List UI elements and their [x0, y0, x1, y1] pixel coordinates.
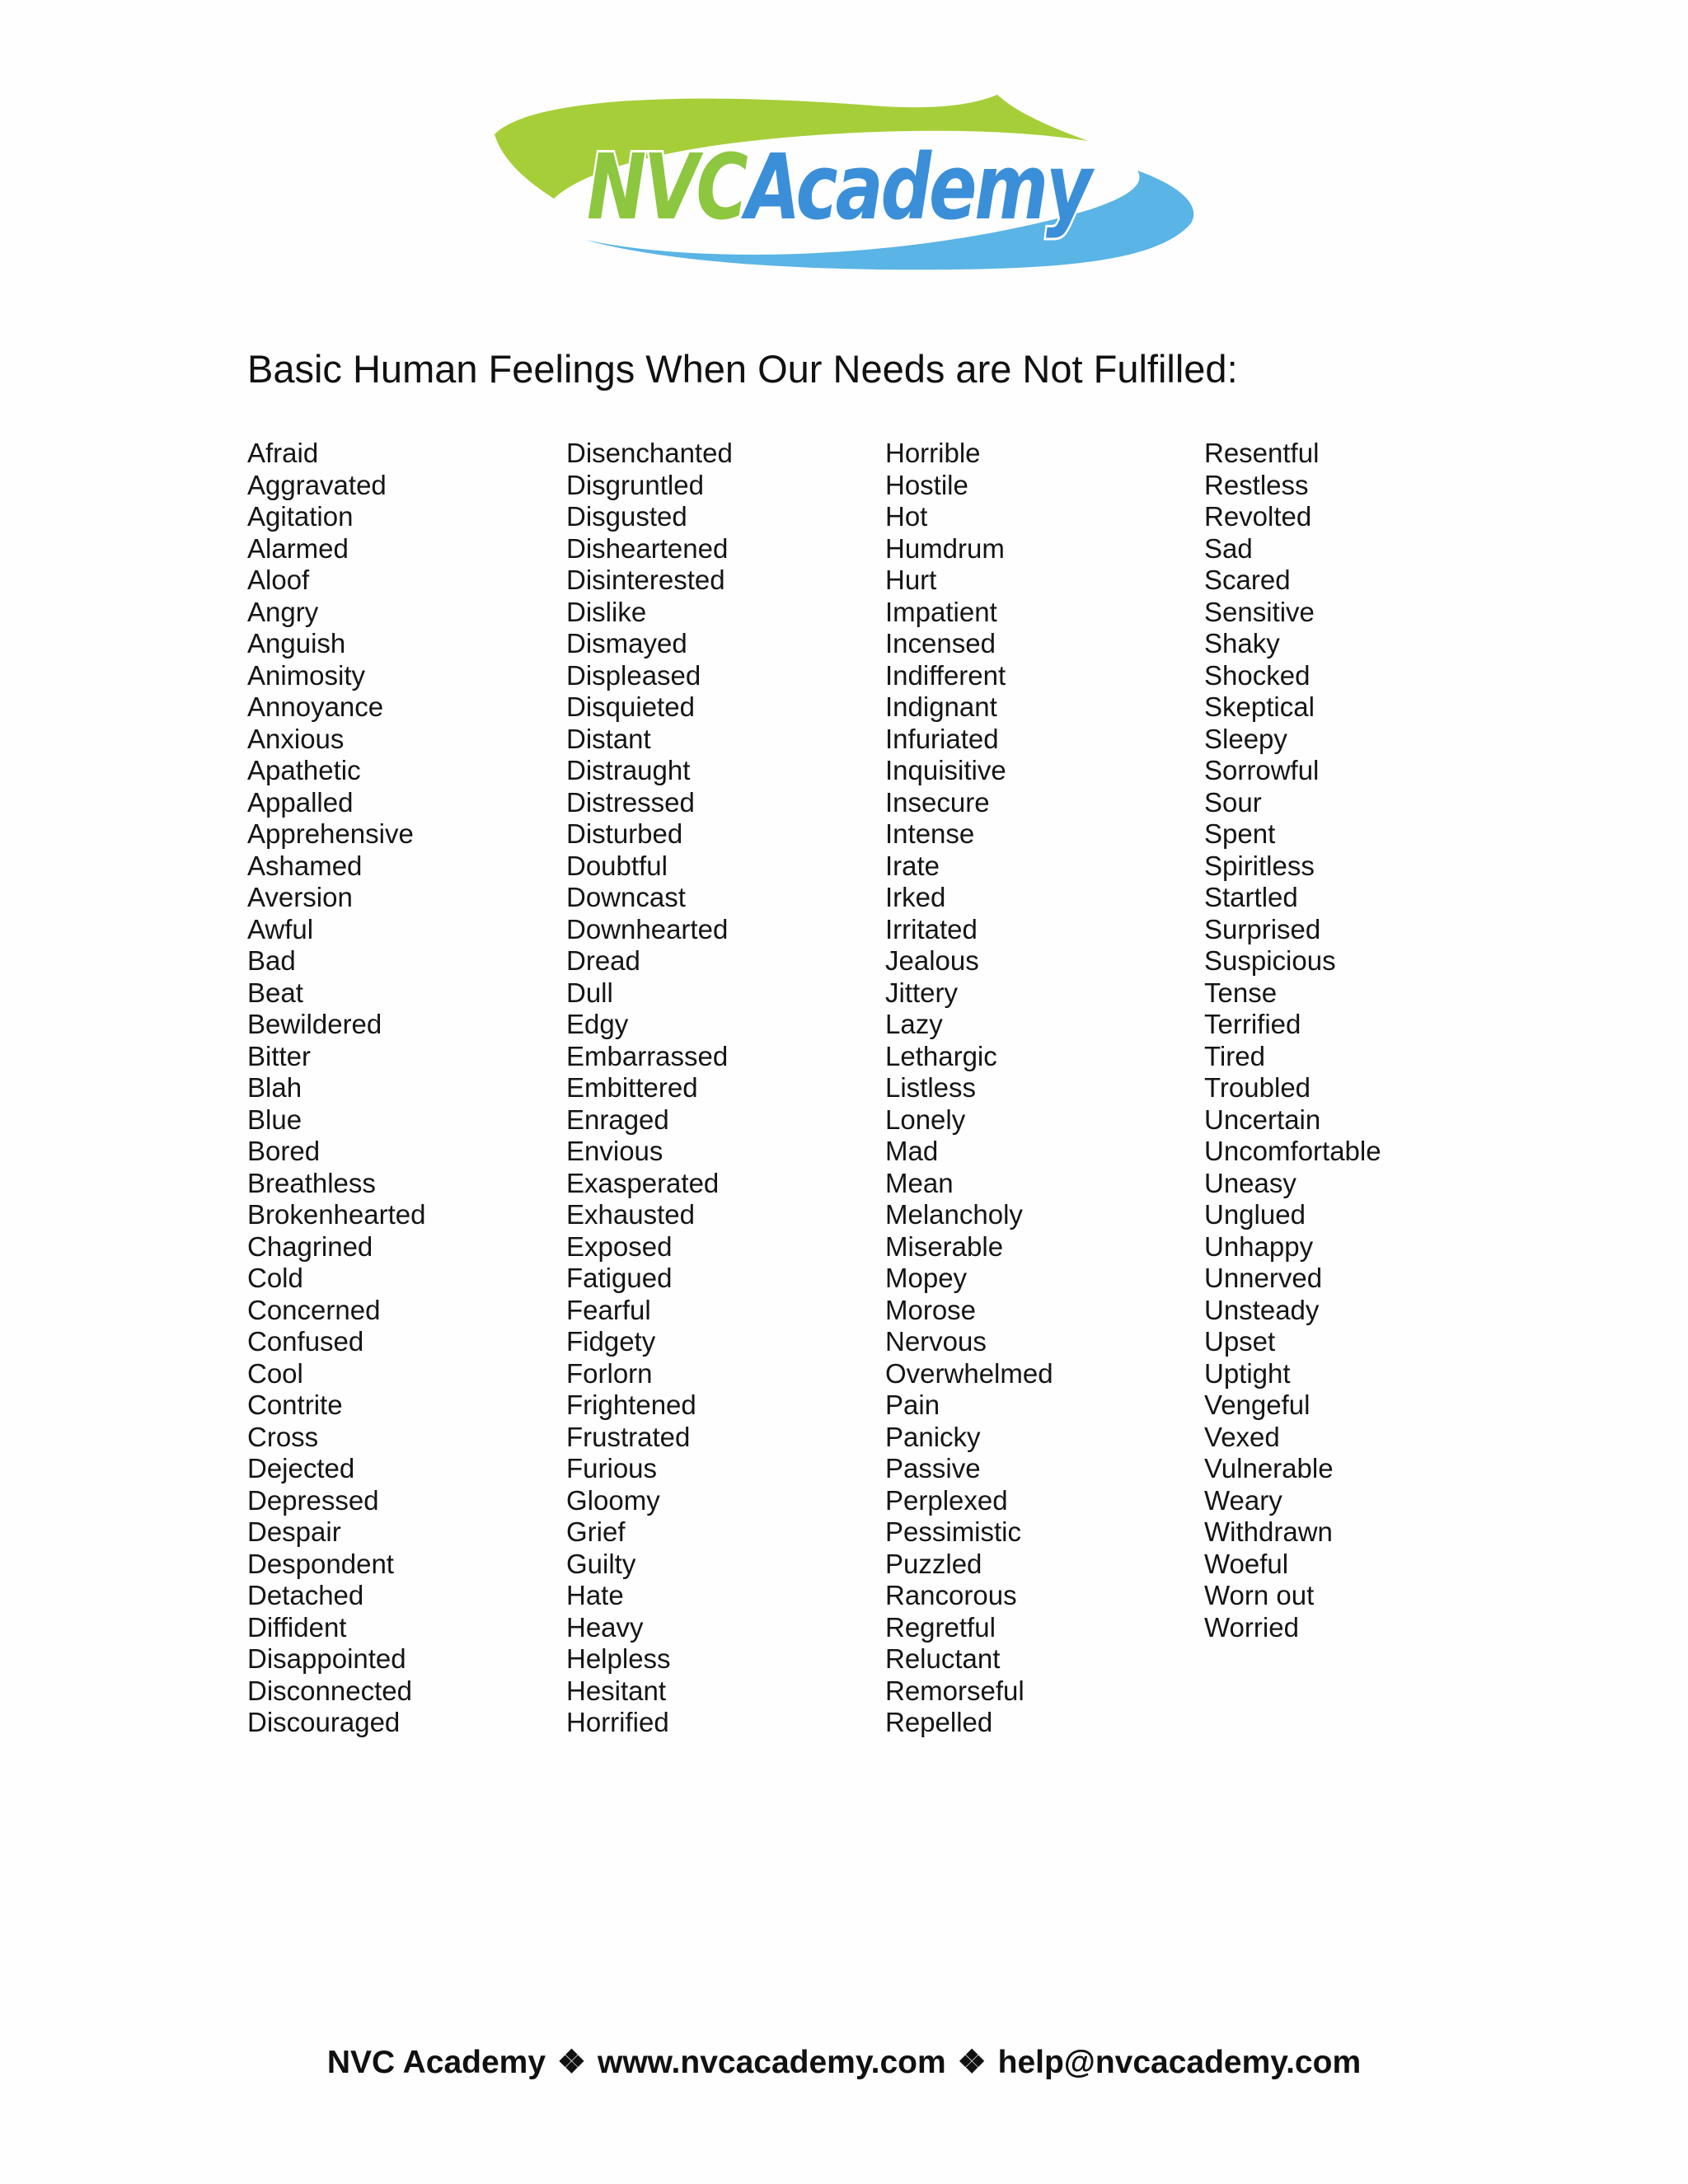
feeling-word: Hate [566, 1580, 624, 1610]
feeling-word: Blah [247, 1072, 302, 1103]
feeling-word: Envious [566, 1136, 663, 1166]
feeling-word: Mad [885, 1136, 939, 1166]
feeling-word: Irritated [885, 913, 978, 944]
feeling-word: Disconnected [247, 1675, 412, 1706]
feeling-word: Agitation [247, 501, 354, 532]
feeling-word: Beat [247, 977, 303, 1008]
feeling-word: Uptight [1204, 1357, 1291, 1389]
feeling-word: Exposed [566, 1230, 673, 1262]
page-title: Basic Human Feelings When Our Needs are Not Fulfilled: [247, 347, 1238, 391]
feeling-word: Hot [885, 501, 928, 532]
feeling-word: Sleepy [1204, 723, 1287, 754]
feeling-word: Distraught [566, 755, 691, 785]
feeling-word: Revolted [1204, 501, 1312, 532]
feeling-word: Uncomfortable [1204, 1136, 1381, 1166]
feeling-word: Pessimistic [885, 1516, 1022, 1547]
feeling-word: Jealous [885, 945, 979, 976]
feeling-word: Shocked [1204, 659, 1311, 691]
feeling-word: Discouraged [247, 1707, 401, 1737]
feeling-word: Lazy [885, 1009, 943, 1039]
feeling-word: Awful [247, 913, 314, 944]
feeling-word: Worried [1204, 1611, 1299, 1643]
feeling-word: Disgusted [566, 501, 687, 532]
feeling-word: Disgruntled [566, 469, 704, 500]
feeling-word: Irked [885, 882, 946, 912]
feeling-word: Tense [1204, 977, 1278, 1008]
feeling-word: Diffident [247, 1611, 347, 1643]
feeling-word: Animosity [247, 659, 366, 691]
feeling-word: Spiritless [1204, 850, 1315, 881]
feeling-word: Rancorous [885, 1580, 1017, 1610]
feeling-word: Humdrum [885, 532, 1005, 564]
feeling-word: Puzzled [885, 1548, 982, 1579]
feeling-word: Horrified [566, 1707, 669, 1737]
feeling-word: Terrified [1204, 1009, 1301, 1039]
feeling-word: Furious [566, 1453, 658, 1483]
feeling-word: Disturbed [566, 818, 683, 849]
feeling-word: Exasperated [566, 1167, 720, 1198]
feeling-word: Lonely [885, 1104, 966, 1135]
feeling-word: Gloomy [566, 1484, 660, 1516]
feeling-word: Infuriated [885, 723, 999, 754]
feeling-word: Hurt [885, 565, 937, 595]
feeling-word: Aversion [247, 882, 353, 912]
feeling-word: Resentful [1204, 438, 1320, 468]
feeling-word: Dejected [247, 1453, 355, 1483]
feeling-word: Vulnerable [1204, 1453, 1334, 1483]
feeling-word: Anguish [247, 628, 346, 658]
feeling-word: Guilty [566, 1548, 636, 1579]
feeling-word: Troubled [1204, 1072, 1311, 1103]
feeling-word: Apprehensive [247, 818, 414, 849]
feeling-word: Bad [247, 945, 296, 976]
feeling-word: Disquieted [566, 691, 695, 722]
feeling-word: Displeased [566, 659, 701, 691]
feeling-word: Dull [566, 977, 613, 1008]
feeling-word: Reluctant [885, 1643, 1001, 1674]
feeling-word: Uncertain [1204, 1104, 1321, 1135]
feeling-word: Brokenhearted [247, 1199, 426, 1230]
feeling-word: Sour [1204, 786, 1262, 818]
feeling-word: Sad [1204, 532, 1253, 564]
feeling-word: Surprised [1204, 913, 1321, 944]
feeling-word: Depressed [247, 1484, 379, 1516]
footer-separator: ❖ [957, 2045, 987, 2080]
feeling-word: Confused [247, 1326, 364, 1357]
feeling-word: Remorseful [885, 1675, 1025, 1706]
footer-website-link[interactable]: www.nvcacademy.com [597, 2045, 946, 2080]
feeling-word: Overwhelmed [885, 1357, 1053, 1389]
feeling-word: Alarmed [247, 532, 349, 564]
feeling-word: Tired [1204, 1040, 1265, 1071]
feeling-word: Restless [1204, 469, 1309, 500]
feeling-word: Despair [247, 1516, 341, 1547]
feeling-word: Downhearted [566, 913, 729, 944]
feeling-word: Embittered [566, 1072, 698, 1103]
feeling-word: Embarrassed [566, 1040, 729, 1071]
feeling-word: Afraid [247, 438, 319, 468]
feeling-word: Unsteady [1204, 1294, 1320, 1325]
feeling-word: Fidgety [566, 1326, 656, 1357]
feeling-word: Mean [885, 1167, 954, 1198]
feeling-word: Spent [1204, 818, 1276, 849]
feeling-word: Uneasy [1204, 1167, 1296, 1198]
feeling-word: Horrible [885, 438, 981, 468]
feeling-word: Incensed [885, 628, 996, 658]
feeling-word: Chagrined [247, 1230, 373, 1262]
feeling-word: Woeful [1204, 1548, 1289, 1579]
feeling-word: Despondent [247, 1548, 394, 1579]
feeling-word: Cold [247, 1263, 303, 1293]
feeling-word: Ashamed [247, 850, 363, 881]
feeling-word: Aggravated [247, 469, 387, 500]
footer [0, 2042, 1688, 2083]
feeling-word: Listless [885, 1072, 977, 1103]
feeling-word: Indignant [885, 691, 997, 722]
feeling-word: Melancholy [885, 1199, 1023, 1230]
feelings-column-3 [885, 438, 1207, 1739]
feeling-word: Doubtful [566, 850, 668, 881]
feeling-word: Cross [247, 1421, 319, 1452]
feeling-word: Grief [566, 1516, 626, 1547]
feeling-word: Contrite [247, 1390, 343, 1420]
feeling-word: Blue [247, 1104, 302, 1135]
feeling-word: Unnerved [1204, 1263, 1323, 1293]
feeling-word: Distressed [566, 786, 695, 818]
feeling-word: Lethargic [885, 1040, 997, 1071]
feeling-word: Forlorn [566, 1357, 653, 1389]
feeling-word: Exhausted [566, 1199, 695, 1230]
feeling-word: Fatigued [566, 1263, 673, 1293]
feeling-word: Perplexed [885, 1484, 1008, 1516]
feeling-word: Dislike [566, 596, 647, 627]
feeling-word: Morose [885, 1294, 977, 1325]
feeling-word: Cool [247, 1357, 303, 1389]
feeling-word: Insecure [885, 786, 990, 818]
feeling-word: Dismayed [566, 628, 687, 658]
feeling-word: Shaky [1204, 628, 1280, 658]
footer-org: NVC Academy [326, 2045, 546, 2080]
feeling-word: Suspicious [1204, 945, 1336, 976]
feeling-word: Unhappy [1204, 1230, 1314, 1262]
feeling-word: Hesitant [566, 1675, 667, 1706]
feeling-word: Upset [1204, 1326, 1276, 1357]
feeling-word: Jittery [885, 977, 959, 1008]
feeling-word: Apathetic [247, 755, 361, 785]
feeling-word: Bitter [247, 1040, 312, 1071]
feelings-column-2 [566, 438, 888, 1739]
feeling-word: Indifferent [885, 659, 1006, 691]
feelings-column-4 [1204, 438, 1526, 1643]
feeling-word: Scared [1204, 565, 1291, 595]
feeling-word: Annoyance [247, 691, 384, 722]
feeling-word: Breathless [247, 1167, 376, 1198]
feeling-word: Intense [885, 818, 975, 849]
feeling-word: Distant [566, 723, 651, 754]
feeling-word: Enraged [566, 1104, 669, 1135]
feeling-word: Helpless [566, 1643, 671, 1674]
feeling-word: Fearful [566, 1294, 651, 1325]
feeling-word: Edgy [566, 1009, 629, 1039]
feeling-word: Vexed [1204, 1421, 1280, 1452]
footer-separator: ❖ [557, 2045, 586, 2080]
feeling-word: Concerned [247, 1294, 381, 1325]
feeling-word: Hostile [885, 469, 968, 500]
feeling-word: Disenchanted [566, 438, 733, 468]
feeling-word: Downcast [566, 882, 686, 912]
feeling-word: Frustrated [566, 1421, 691, 1452]
feeling-word: Worn out [1204, 1580, 1315, 1610]
feeling-word: Detached [247, 1580, 364, 1610]
feeling-word: Weary [1204, 1484, 1282, 1516]
feeling-word: Frightened [566, 1390, 696, 1420]
feeling-word: Angry [247, 596, 319, 627]
feeling-word: Inquisitive [885, 755, 1006, 785]
feeling-word: Bored [247, 1136, 321, 1166]
feeling-word: Nervous [885, 1326, 987, 1357]
feeling-word: Repelled [885, 1707, 993, 1737]
feeling-word: Miserable [885, 1230, 1004, 1262]
feeling-word: Skeptical [1204, 691, 1315, 722]
feeling-word: Vengeful [1204, 1390, 1311, 1420]
feeling-word: Heavy [566, 1611, 644, 1643]
nvc-academy-logo [495, 95, 1195, 284]
feeling-word: Startled [1204, 882, 1298, 912]
feeling-word: Disappointed [247, 1643, 406, 1674]
feeling-word: Sensitive [1204, 596, 1315, 627]
feeling-word: Regretful [885, 1611, 996, 1643]
feeling-word: Impatient [885, 596, 997, 627]
feeling-word: Bewildered [247, 1009, 382, 1039]
feeling-word: Mopey [885, 1263, 968, 1293]
footer-email-link[interactable]: help@nvcacademy.com [997, 2045, 1362, 2080]
feeling-word: Unglued [1204, 1199, 1306, 1230]
feeling-word: Pain [885, 1390, 940, 1420]
feeling-word: Aloof [247, 565, 310, 595]
feelings-column-1 [247, 438, 569, 1739]
feeling-word: Passive [885, 1453, 981, 1483]
feeling-word: Sorrowful [1204, 755, 1320, 785]
feeling-word: Disheartened [566, 532, 729, 564]
feeling-word: Appalled [247, 786, 354, 818]
logo-text: NVCAcademy [587, 134, 1185, 240]
feeling-word: Panicky [885, 1421, 981, 1452]
feeling-word: Dread [566, 945, 640, 976]
feeling-word: Irate [885, 850, 940, 881]
feeling-word: Disinterested [566, 565, 725, 595]
feeling-word: Anxious [247, 723, 345, 754]
feeling-word: Withdrawn [1204, 1516, 1333, 1547]
